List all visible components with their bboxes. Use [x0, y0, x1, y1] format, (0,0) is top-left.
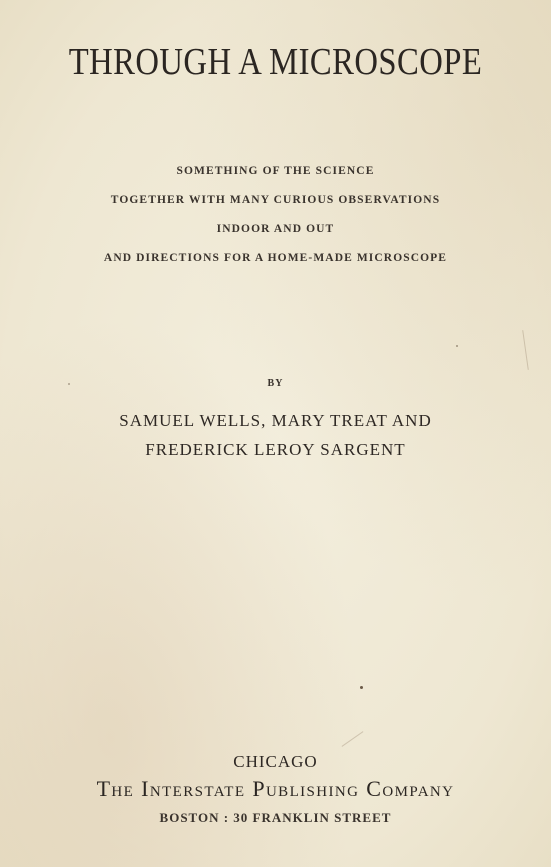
paper-crease: [522, 330, 529, 370]
by-label: BY: [267, 378, 284, 389]
paper-speck: [360, 686, 363, 689]
paper-speck: [456, 345, 458, 347]
subtitle-line-4: AND DIRECTIONS FOR A HOME-MADE MICROSCOPE: [103, 252, 448, 264]
subtitle-line-3: INDOOR AND OUT: [216, 223, 335, 235]
subtitle-line-2: TOGETHER WITH MANY CURIOUS OBSERVATIONS: [110, 194, 441, 206]
imprint-city: CHICAGO: [233, 752, 318, 771]
paper-speck: [68, 383, 70, 385]
imprint-publisher: The Interstate Publishing Company: [96, 776, 455, 801]
subtitle-line-1: SOMETHING OF THE SCIENCE: [176, 165, 375, 177]
authors-line-1: SAMUEL WELLS, MARY TREAT AND: [119, 411, 432, 430]
authors-line-2: FREDERICK LEROY SARGENT: [145, 440, 406, 459]
imprint-address: BOSTON : 30 FRANKLIN STREET: [159, 810, 392, 825]
paper-crease: [342, 731, 364, 747]
book-title: THROUGH A MICROSCOPE: [68, 41, 483, 83]
